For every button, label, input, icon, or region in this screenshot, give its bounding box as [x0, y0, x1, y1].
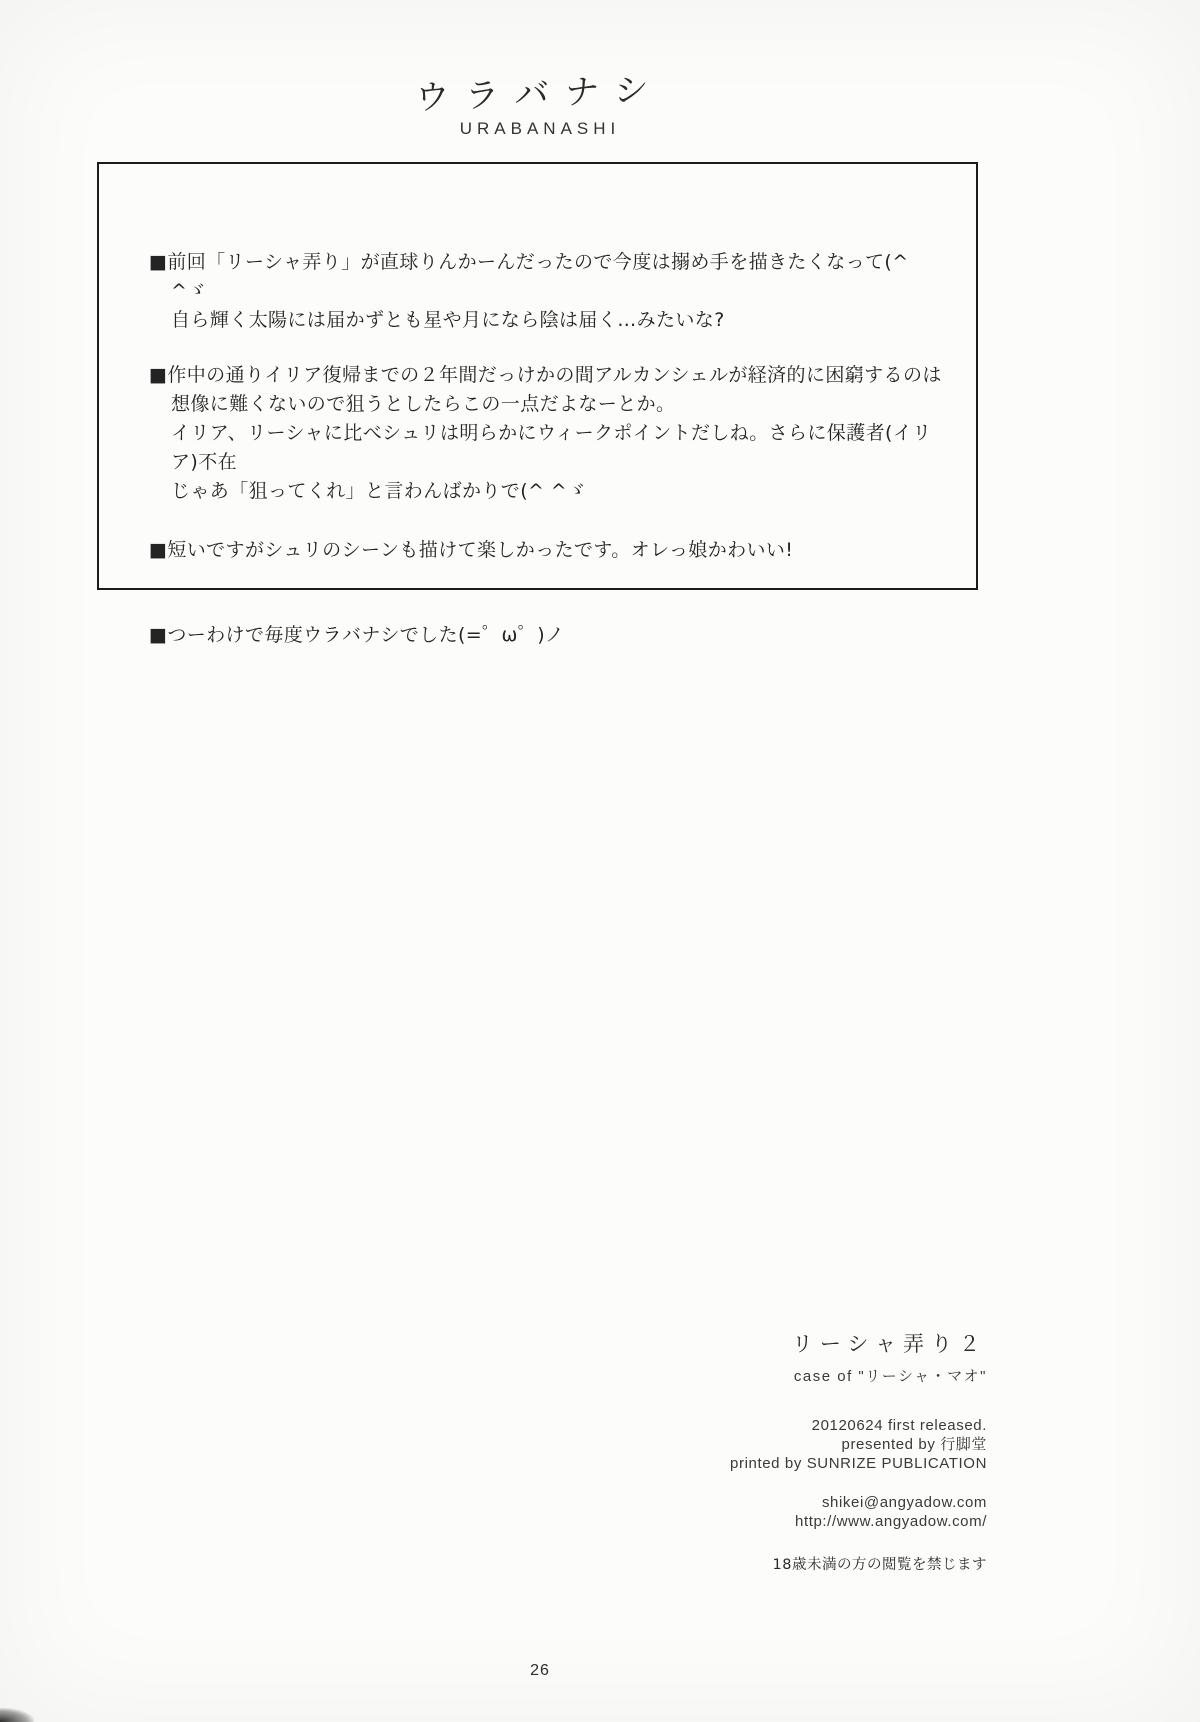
- afterword-line: ■つーわけで毎度ウラバナシでした(=゜ω゜)ノ: [149, 624, 565, 646]
- afterword-paragraph-3: [149, 536, 946, 565]
- colophon-age-warning: 18歳未満の方の閲覧を禁じます: [772, 1557, 987, 1573]
- afterword-line: ■作中の通りイリア復帰までの２年間だっけかの間アルカンシェルが経済的に困窮するのは: [149, 364, 942, 386]
- page-header: [0, 66, 1080, 139]
- afterword-box: [97, 162, 978, 646]
- colophon-presenter: presented by 行脚堂: [841, 1436, 987, 1453]
- afterword-paragraph-2: [149, 361, 946, 506]
- afterword-paragraph-4: [149, 621, 946, 650]
- colophon-printer: printed by SUNRIZE PUBLICATION: [730, 1455, 987, 1472]
- afterword-line: ■前回「リーシャ弄り」が直球りんかーんだったので今度は搦め手を描きたくなって(^ ^ゞ: [149, 251, 909, 302]
- page-number: 26: [530, 1662, 550, 1679]
- afterword-line: 想像に難くないので狙うとしたらこの一点だよなーとか。: [171, 393, 676, 415]
- colophon-title: リーシャ弄り２: [791, 1333, 987, 1356]
- colophon-release-date: 20120624 first released.: [811, 1417, 987, 1434]
- page-title: ウラバナシ: [414, 69, 666, 119]
- afterword-line: 自ら輝く太陽には届かずとも星や月になら陰は届く…みたいな?: [171, 309, 725, 331]
- colophon: [730, 1328, 987, 1574]
- afterword-line: イリア、リーシャに比べシュリは明らかにウィークポイントだしね。さらに保護者(イリア)不在: [171, 422, 932, 473]
- colophon-release-block: [730, 1416, 987, 1473]
- afterword-line: ■短いですがシュリのシーンも描けて楽しかったです。オレっ娘かわいい!: [149, 539, 794, 561]
- afterword-paragraph-1: [149, 248, 946, 335]
- colophon-contact-block: [730, 1493, 987, 1531]
- colophon-url: http://www.angyadow.com/: [795, 1513, 987, 1530]
- scan-artifact: [0, 1708, 34, 1722]
- colophon-email: shikei@angyadow.com: [821, 1494, 987, 1511]
- afterword-line: じゃあ「狙ってくれ」と言わんばかりで(^ ^ゞ: [171, 480, 587, 502]
- page-title-romaji: URABANASHI: [459, 119, 621, 138]
- colophon-subtitle: case of "リーシャ・マオ": [793, 1368, 987, 1385]
